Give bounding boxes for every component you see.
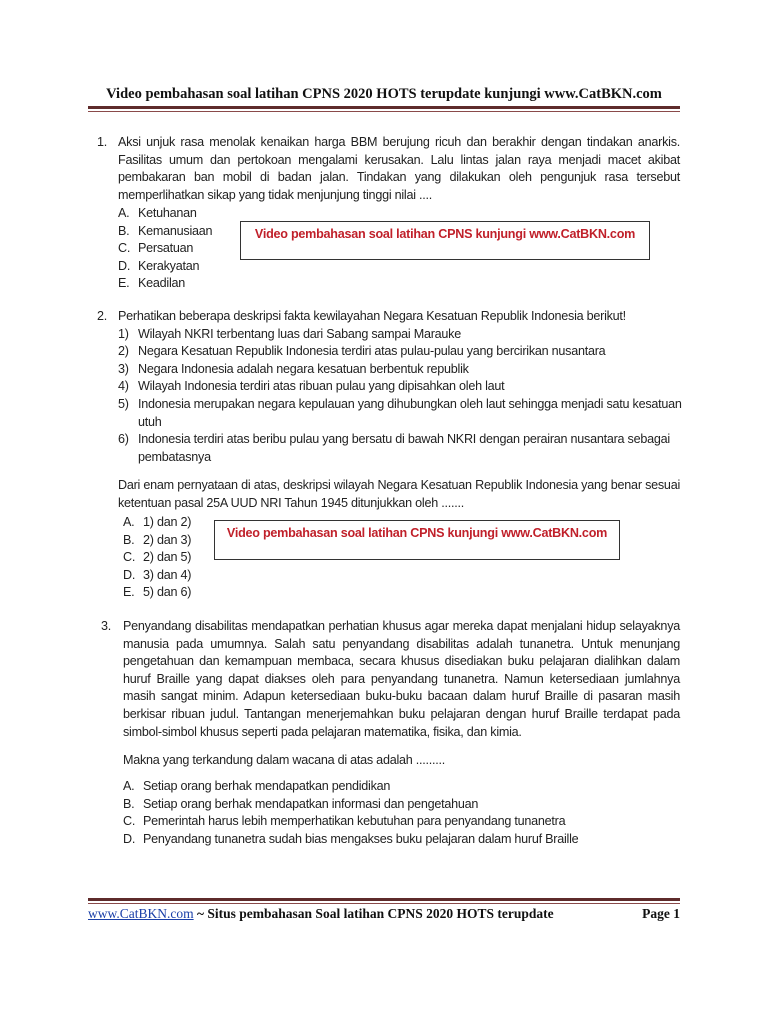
- footer-text: ~ Situs pembahasan Soal latihan CPNS 2020 HOTS terupdate: [193, 906, 554, 921]
- q3-line: pengetahuan dan kemampuan membaca, secara khusus disediakan buku pelajaran dialihkan dalam: [123, 654, 680, 669]
- q2-item: 6) Indonesia terdiri atas beribu pulau yang bersatu di bawah NKRI dengan perairan nusantara sebagai: [118, 432, 670, 447]
- q2-option-d[interactable]: D. 3) dan 4): [123, 567, 192, 582]
- q2-option-e[interactable]: E. 5) dan 6): [123, 585, 192, 600]
- promo-box: Video pembahasan soal latihan CPNS kunjungi www.CatBKN.com: [240, 221, 650, 260]
- footer-rule: [88, 898, 680, 901]
- q1-line: pembakaran ban mobil di badan jalan. Tindakan yang dilakukan oleh pengunjuk rasa tersebut: [118, 170, 680, 185]
- q2-option-a[interactable]: A. 1) dan 2): [123, 515, 192, 529]
- q3-line: manusia pada umumnya. Salah satu penyandang disabilitas adalah tunanetra. Untuk menunjang: [123, 636, 680, 651]
- q2-item-cont: pembatasnya: [138, 449, 211, 464]
- q1-option-e[interactable]: E. Keadilan: [118, 276, 186, 291]
- page-footer: [88, 906, 680, 922]
- q1-option-a[interactable]: A. Ketuhanan: [118, 206, 197, 220]
- q3-option-a[interactable]: A. Setiap orang berhak mendapatkan pendidikan: [123, 779, 391, 793]
- page-number: Page 1: [642, 906, 680, 921]
- q3-options: [123, 778, 578, 848]
- q1-option-b[interactable]: B. Kemanusiaan: [118, 223, 213, 238]
- q1-number: 1.: [97, 135, 108, 149]
- q1-line: Fasilitas umum dan pertokoan mengalami kerusakan. Lalu lintas jalan raya menjadi macet akibat: [118, 152, 680, 167]
- q2-intro-text: Perhatikan beberapa deskripsi fakta kewilayahan Negara Kesatuan Republik Indonesia berikut!: [118, 309, 626, 323]
- q3-line: masih sangat minim. Adapun ketersediaan buku-buku bacaan dalam huruf Braille di pasaran masih: [123, 689, 680, 704]
- footer-rule-thin: [88, 903, 680, 904]
- q3-number: 3.: [101, 619, 112, 633]
- q1-option-d[interactable]: D. Kerakyatan: [118, 258, 200, 273]
- q3-line: simbol-simbol khusus seperti pada pelajaran matematika, fisika, dan kimia.: [123, 724, 522, 739]
- q3-option-b[interactable]: B. Setiap orang berhak mendapatkan informasi dan pengetahuan: [123, 796, 479, 811]
- header-rule-thin: [88, 111, 680, 112]
- q2-option-b[interactable]: B. 2) dan 3): [123, 532, 192, 547]
- q2-item-cont: utuh: [138, 414, 162, 429]
- q2-number: 2.: [97, 309, 108, 323]
- q2-item: 5) Indonesia merupakan negara kepulauan yang dihubungkan oleh laut sehingga menjadi satu kesatuan: [118, 396, 682, 411]
- q3-line: berkisar ribuan judul. Tantangan menerjemahkan buku pelajaran dengan huruf Braille terdapat pada: [123, 706, 680, 721]
- q2-option-c[interactable]: C. 2) dan 5): [123, 550, 192, 565]
- q3-option-c[interactable]: C. Pemerintah harus lebih memperhatikan kebutuhan para penyandang tunanetra: [123, 814, 566, 829]
- q3-line: Penyandang disabilitas mendapatkan perhatian khusus agar mereka dapat menjalani hidup selayaknya: [123, 619, 680, 633]
- q2-question: [118, 477, 680, 512]
- q1-text: [118, 134, 680, 204]
- footer-site-link[interactable]: www.CatBKN.com: [88, 906, 194, 921]
- q2-question-line: ketentuan pasal 25A UUD NRI Tahun 1945 ditunjukkan oleh .......: [118, 495, 464, 510]
- q3-question: Makna yang terkandung dalam wacana di atas adalah .........: [123, 753, 445, 767]
- q2-item: 4) Wilayah Indonesia terdiri atas ribuan pulau yang dipisahkan oleh laut: [118, 379, 505, 394]
- q3-option-d[interactable]: D. Penyandang tunanetra sudah bias mengakses buku pelajaran dalam huruf Braille: [123, 831, 579, 846]
- q1-line: memperlihatkan sikap yang tidak menjunjung tinggi nilai ....: [118, 187, 433, 202]
- q2-options: [123, 514, 191, 602]
- q1-option-c[interactable]: C. Persatuan: [118, 241, 194, 256]
- page-header-title: Video pembahasan soal latihan CPNS 2020 HOTS terupdate kunjungi www.CatBKN.com: [106, 86, 662, 102]
- q3-line: huruf Braille yang dapat diakses oleh para penyandang tunanetra. Namun ketersediaan jumlahnya: [123, 671, 680, 686]
- q2-question-line: Dari enam pernyataan di atas, deskripsi wilayah Negara Kesatuan Republik Indonesia yang benar sesuai: [118, 478, 680, 492]
- q1-options: [118, 205, 212, 293]
- q3-text: [123, 618, 680, 741]
- q2-intro: [118, 308, 680, 326]
- q1-line: Aksi unjuk rasa menolak kenaikan harga BBM berujung ricuh dan berakhir dengan tindakan anarkis.: [118, 135, 680, 149]
- q2-item: 2) Negara Kesatuan Republik Indonesia terdiri atas pulau-pulau yang bercirikan nusantara: [118, 344, 606, 359]
- q2-items: [118, 326, 680, 467]
- q2-item: 3) Negara Indonesia adalah negara kesatuan berbentuk republik: [118, 361, 469, 376]
- q2-item: 1) Wilayah NKRI terbentang luas dari Sabang sampai Marauke: [118, 326, 461, 341]
- header-rule: [88, 106, 680, 109]
- promo-box: Video pembahasan soal latihan CPNS kunjungi www.CatBKN.com: [214, 520, 620, 560]
